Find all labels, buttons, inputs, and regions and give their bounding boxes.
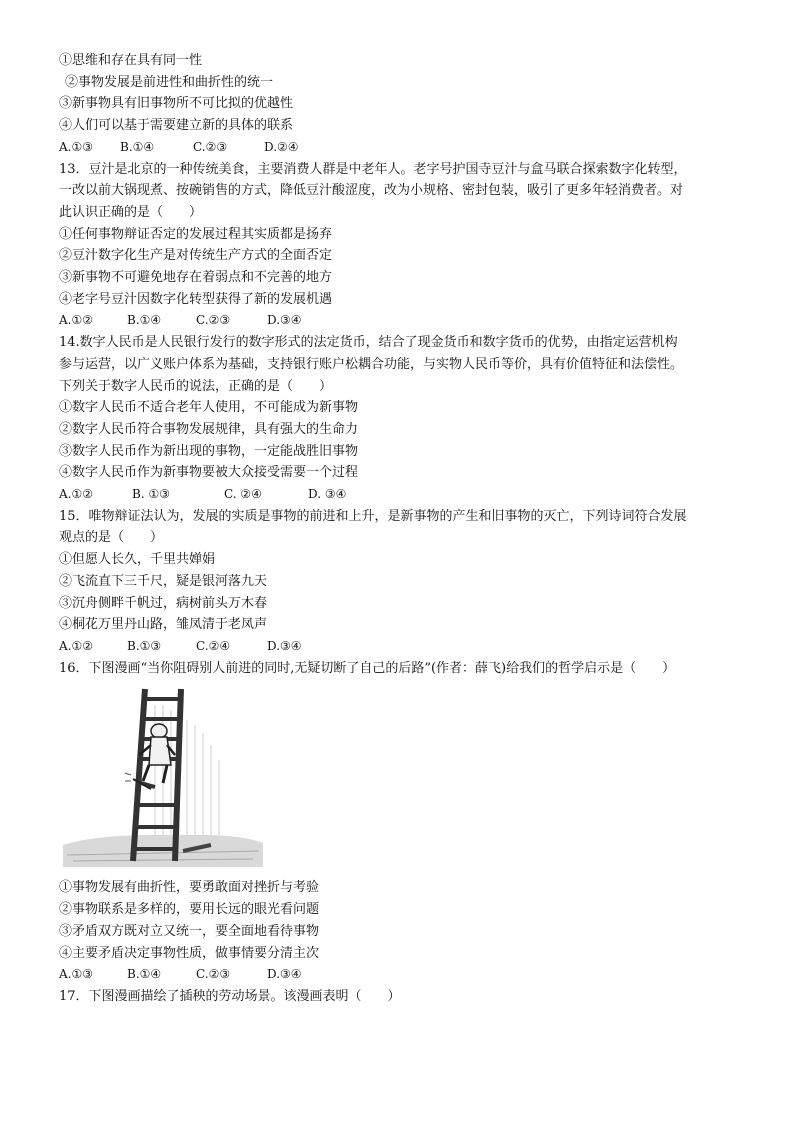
question-12-items [59,50,749,137]
q14-stem-line-2: 参与运营，以广义账户体系为基础，支持银行账户松耦合功能，与实物人民币等价，具有价值特征和法偿性。 [59,356,684,372]
q13-options [59,310,749,332]
q13-stem-line-1: 13．豆汁是北京的一种传统美食，主要消费人群是中老年人。老字号护国寺豆汁与盒马联合探索数字化转型， [59,161,687,177]
q14-item-3: ③数字人民币作为新出现的事物，一定能战胜旧事物 [59,443,359,459]
q14-item-1: ①数字人民币不适合老年人使用，不可能成为新事物 [59,400,359,416]
q16-option-b[interactable]: B.①④ [127,967,162,982]
q14-option-c[interactable]: C. ②④ [224,487,262,502]
q14-item-4: ④数字人民币作为新事物要被大众接受需要一个过程 [59,465,359,481]
q13-stem-line-3: 此认识正确的是（ ） [59,204,203,220]
q12-option-b[interactable]: B.①④ [120,139,155,154]
q13-option-b[interactable]: B.①④ [127,313,162,328]
q15-item-3: ③沉舟侧畔千帆过，病树前头万木春 [59,595,268,611]
q12-item-2: ②事物发展是前进性和曲折性的统一 [65,74,274,90]
q16-option-d[interactable]: D.③④ [267,967,302,982]
q12-item-3: ③新事物具有旧事物所不可比拟的优越性 [59,96,294,112]
q14-option-a[interactable]: A.①② [59,487,93,502]
question-16 [59,658,749,986]
question-14 [59,332,749,506]
question-15 [59,506,749,658]
q16-item-3: ③矛盾双方既对立又统一，要全面地看待事物 [59,923,320,939]
q15-option-c[interactable]: C.②④ [196,638,231,653]
q13-item-3: ③新事物不可避免地存在着弱点和不完善的地方 [59,270,333,286]
q12-option-c[interactable]: C.②③ [193,139,228,154]
q16-item-4: ④主要矛盾决定事物性质，做事情要分清主次 [59,945,320,961]
q14-stem-line-3: 下列关于数字人民币的说法，正确的是（ ） [59,378,333,394]
q13-option-a[interactable]: A.①② [59,313,93,328]
q15-stem-line-2: 观点的是（ ） [59,530,164,546]
q14-item-2: ②数字人民币符合事物发展规律，具有强大的生命力 [59,421,359,437]
q14-option-d[interactable]: D. ③④ [308,487,347,502]
q15-item-1: ①但愿人长久，千里共婵娟 [59,552,216,568]
question-13 [59,159,749,333]
q14-options [59,484,749,506]
q13-option-c[interactable]: C.②③ [196,313,231,328]
q16-item-1: ①事物发展有曲折性，要勇敢面对挫折与考验 [59,880,320,896]
exam-page [59,50,749,1008]
q15-item-4: ④桐花万里丹山路，雏凤清于老凤声 [59,617,268,633]
q15-options [59,636,749,658]
ladder-cartoon-image [63,685,263,867]
q13-item-1: ①任何事物辩证否定的发展过程其实质都是扬弃 [59,226,333,242]
q13-stem-line-2: 一改以前大锅现煮、按碗销售的方式，降低豆汁酸涩度，改为小规格、密封包装，吸引了更多年轻消费者。对 [59,183,684,199]
q16-item-2: ②事物联系是多样的，要用长远的眼光看问题 [59,902,320,918]
q15-option-a[interactable]: A.①② [59,638,93,653]
q16-stem: 16．下图漫画“当你阻碍别人前进的同时,无疑切断了自己的后路”(作者：薛飞)给我们的哲学启示是（ ） [59,660,676,676]
motion-lines [125,773,131,781]
q14-option-b[interactable]: B. ①③ [132,487,170,502]
q14-stem-line-1: 14.数字人民币是人民银行发行的数字形式的法定货币，结合了现金货币和数字货币的优势，由指定运营机构 [59,335,678,351]
q12-option-d[interactable]: D.②④ [264,139,299,154]
q16-option-a[interactable]: A.①③ [59,967,93,982]
q15-option-b[interactable]: B.①③ [127,638,162,653]
q12-options [59,137,749,159]
question-17 [59,986,749,1008]
q13-item-2: ②豆汁数字化生产是对传统生产方式的全面否定 [59,248,333,264]
q15-option-d[interactable]: D.③④ [267,638,302,653]
q17-stem: 17．下图漫画描绘了插秧的劳动场景。该漫画表明（ ） [59,988,401,1004]
q15-stem-line-1: 15．唯物辩证法认为，发展的实质是事物的前进和上升，是新事物的产生和旧事物的灭亡，下列诗词符合发展 [59,508,687,524]
q12-item-1: ①思维和存在具有同一性 [59,53,203,68]
q15-item-2: ②飞流直下三千尺，疑是银河落九天 [59,573,268,589]
q12-item-4: ④人们可以基于需要建立新的具体的联系 [59,118,294,134]
q12-option-a[interactable]: A.①③ [59,139,93,154]
q16-options [59,964,749,986]
q13-item-4: ④老字号豆汁因数字化转型获得了新的发展机遇 [59,291,333,307]
q16-option-c[interactable]: C.②③ [196,967,231,982]
q13-option-d[interactable]: D.③④ [267,313,302,328]
